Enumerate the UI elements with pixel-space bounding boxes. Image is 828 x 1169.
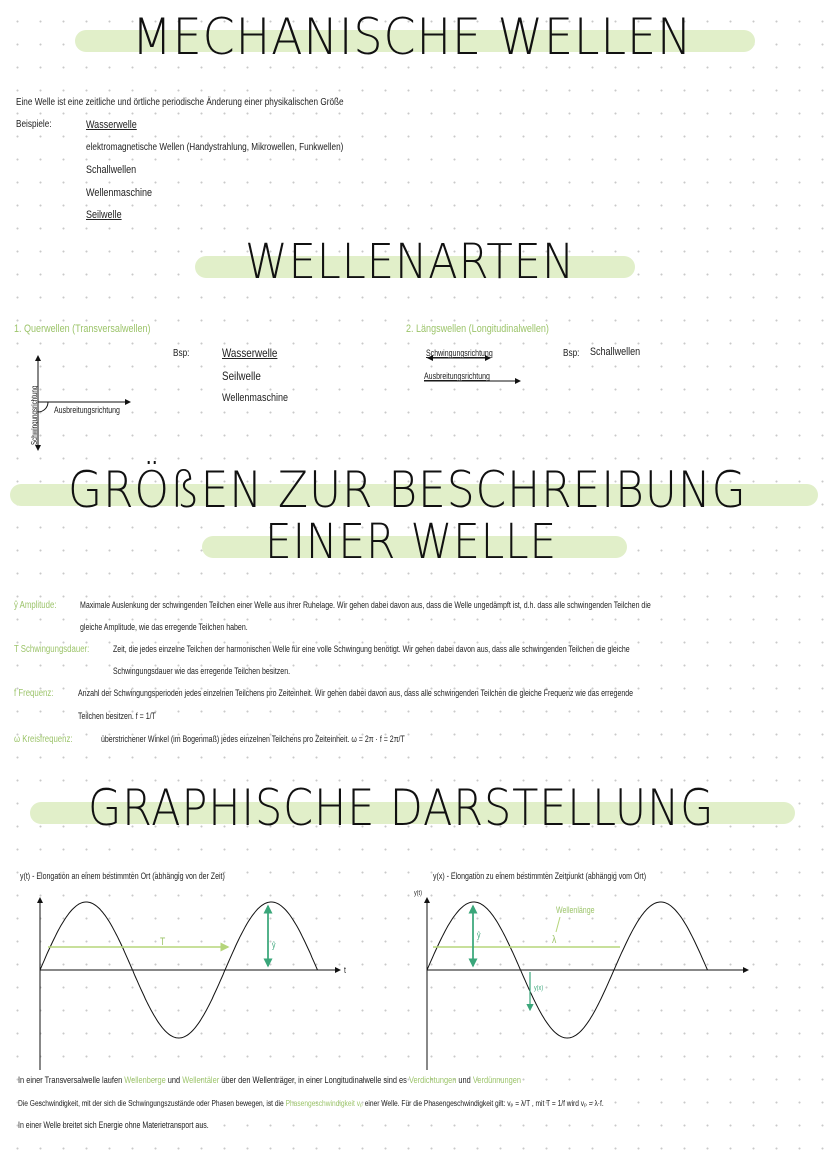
term-frequenz: f Frequenz: — [14, 688, 54, 699]
section-title-groessen-2: EINER WELLE — [265, 514, 558, 570]
text: und — [456, 1075, 473, 1086]
axis-label-schwingung: Schwingungsrichtung — [30, 385, 39, 445]
section-title-graphisch: GRAPHISCHE DARSTELLUNG — [88, 779, 715, 837]
x-axis-label-t: t — [344, 965, 346, 975]
laengswellen-heading: 2. Längswellen (Longitudinalwellen) — [406, 323, 549, 335]
quer-example: Wellenmaschine — [222, 392, 289, 404]
page-title: MECHANISCHE WELLEN — [132, 8, 693, 66]
examples-label: Beispiele: — [16, 119, 52, 130]
text: einer Welle. Für die Phasengeschwindigkeit gilt: vₚ = λ/T , mit T = 1/f wird vₚ = λ·f. — [362, 1098, 604, 1108]
graph-caption-right: y(x) - Elongation zu einem bestimmten Zeitpunkt (abhängig vom Ort) — [433, 871, 647, 881]
graph-caption-left: y(t) - Elongation an einem bestimmten Ort (abhängig von der Zeit) — [20, 871, 225, 881]
text: In einer Transversalwelle laufen — [18, 1075, 125, 1086]
wavelength-label: Wellenlänge — [556, 905, 595, 915]
term: Wellentäler — [182, 1075, 220, 1086]
term: Phasengeschwindigkeit vₚ — [285, 1098, 363, 1108]
definition-text: Anzahl der Schwingungsperioden jedes einzelnen Teilchens pro Zeiteinheit. Wir gehen dabei davon aus, dass alle schwingenden Teilchen die gleiche Frequenz wie das erregende — [78, 688, 634, 698]
quer-bsp-label: Bsp: — [173, 348, 190, 359]
example-item: Seilwelle — [86, 209, 122, 221]
definition-text: überstrichener Winkel (im Bogenmaß) jedes einzelnen Teilchens pro Zeiteinheit. ω = 2π · f = 2π/T — [101, 734, 405, 744]
term-kreisfrequenz: ω Kreisfrequenz: — [14, 734, 73, 745]
text: Die Geschwindigkeit, mit der sich die Schwingungszustände oder Phasen bewegen, ist die — [18, 1098, 286, 1108]
example-item: Wasserwelle — [86, 119, 137, 131]
text: über den Wellenträger, in einer Longitudinalwelle sind es — [219, 1075, 409, 1086]
quer-example: Seilwelle — [222, 369, 261, 383]
definition-text: Zeit, die jedes einzelne Teilchen der harmonischen Welle für eine volle Schwingung benötigt. Wir gehen dabei davon aus, dass alle schwingenden Teilchen die gleiche — [113, 644, 630, 654]
section-title-wellenarten: WELLENARTEN — [245, 234, 576, 290]
yx-label: y(x) — [534, 985, 544, 992]
term-schwingungsdauer: T Schwingungsdauer: — [14, 644, 90, 655]
text: und — [165, 1075, 183, 1086]
term: Wellenberge — [124, 1075, 166, 1086]
term: Verdünnungen — [472, 1075, 522, 1086]
definition-text: Schwingungsdauer wie das erregende Teilchen besitzen. — [113, 666, 291, 676]
querwellen-heading: 1. Querwellen (Transversalwellen) — [14, 323, 151, 335]
footer-line-1 — [18, 1075, 521, 1086]
term: Verdichtungen — [408, 1075, 457, 1086]
footer-line-3: In einer Welle breitet sich Energie ohne Materietransport aus. — [18, 1120, 209, 1130]
laengs-example: Schallwellen — [590, 346, 641, 358]
lambda-label: λ — [552, 934, 557, 946]
quer-example: Wasserwelle — [222, 346, 278, 360]
section-title-groessen: GRÖßEN ZUR BESCHREIBUNG — [68, 461, 747, 519]
axis-label-ausbreitung: Ausbreitungsrichtung — [54, 405, 120, 415]
y-axis-label: y(t) — [414, 890, 422, 897]
definition-text: gleiche Amplitude, wie das erregende Teilchen haben. — [80, 622, 248, 632]
amplitude-label: ŷ — [272, 940, 276, 950]
example-item: elektromagnetische Wellen (Handystrahlung, Mikrowellen, Funkwellen) — [86, 142, 344, 153]
amplitude-label: ŷ — [477, 930, 481, 940]
definition-text: Maximale Auslenkung der schwingenden Teilchen einer Welle aus ihrer Ruhelage. Wir gehen dabei davon aus, dass die Welle ungedämpft ist, d.h. dass alle schwingenden Teilchen die — [80, 600, 651, 610]
example-item: Schallwellen — [86, 164, 137, 176]
laengs-bsp-label: Bsp: — [563, 348, 580, 359]
laengs-schwingung: Schwingungsrichtung — [426, 348, 493, 358]
definition: Eine Welle ist eine zeitliche und örtliche periodische Änderung einer physikalischen Größe — [16, 97, 344, 108]
period-label: T — [160, 936, 166, 948]
example-item: Wellenmaschine — [86, 187, 153, 199]
definition-text: Teilchen besitzen. f = 1/T — [78, 711, 156, 721]
term-amplitude: ŷ Amplitude: — [14, 600, 57, 611]
footer-line-2 — [18, 1098, 604, 1109]
laengs-ausbreitung: Ausbreitungsrichtung — [424, 371, 490, 381]
